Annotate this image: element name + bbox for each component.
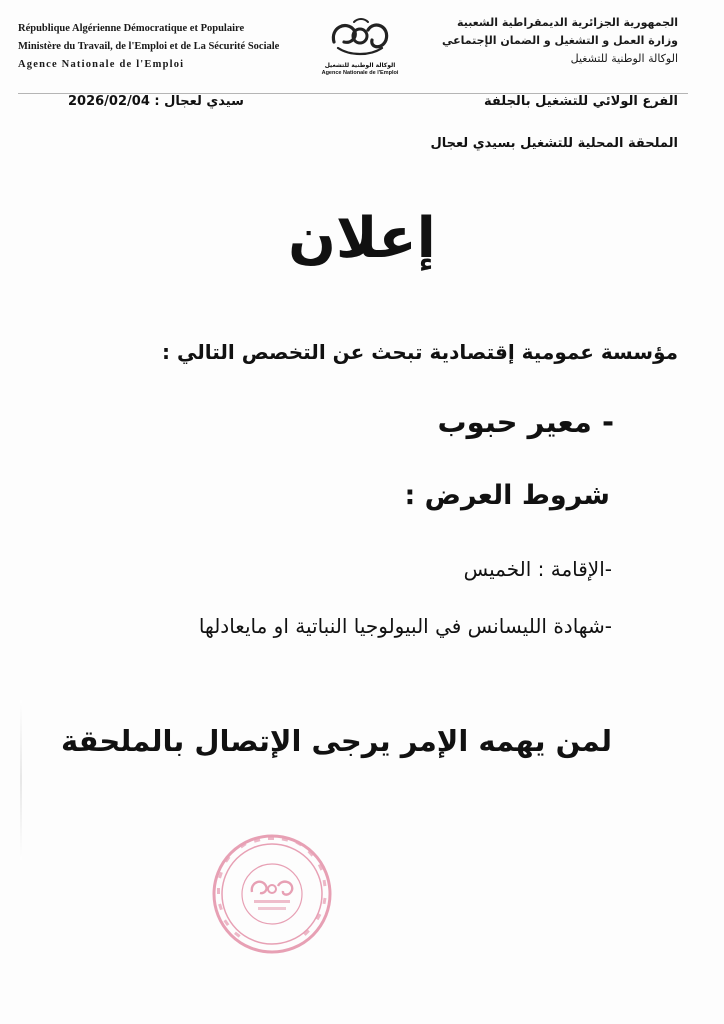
header-french-line-agency: Agence Nationale de l'Emploi <box>18 59 185 70</box>
logo-caption-arabic: الوكالة الوطنية للتشغيل <box>324 62 396 69</box>
condition-diploma: -شهادة الليسانس في البيولوجيا النباتية او مايعادلها <box>198 614 612 638</box>
scan-edge-mark <box>20 700 22 860</box>
anem-logo-icon <box>324 14 396 60</box>
conditions-heading: شروط العرض : <box>404 480 610 511</box>
intro-text: مؤسسة عمومية إقتصادية تبحث عن التخصص التالي : <box>162 340 678 364</box>
job-specialty: - معير حبوب <box>437 405 614 439</box>
header-arabic-line-ministry: وزارة العمل و التشغيل و الضمان الإجتماعي <box>441 34 678 47</box>
local-agency: الملحقة المحلية للتشغيل بسيدي لعجال <box>430 136 678 151</box>
agency-logo <box>314 14 406 77</box>
header-arabic-line-republic: الجمهورية الجزائرية الديمقراطية الشعبية <box>457 16 678 29</box>
header-french-line-ministry: Ministère du Travail, de l'Emploi et de La Sécurité Sociale <box>18 41 280 52</box>
official-stamp-icon <box>210 832 334 956</box>
place-date: سيدي لعجال : 2026/02/04 <box>68 94 244 109</box>
header-arabic-line-agency: الوكالة الوطنية للتشغيل <box>570 52 678 65</box>
branch-office: الفرع الولائي للتشغيل بالجلفة <box>484 94 678 109</box>
logo-caption-french: Agence Nationale de l'Emploi <box>321 70 399 76</box>
header-arabic <box>408 14 678 68</box>
header-french <box>18 20 308 74</box>
contact-instruction: لمن يهمه الإمر يرجى الإتصال بالملحقة <box>60 724 612 758</box>
header-french-line-republic: République Algérienne Démocratique et Populaire <box>18 23 245 34</box>
condition-residence: -الإقامة : الخميس <box>463 557 612 581</box>
announcement-title: إعلان <box>288 206 436 271</box>
